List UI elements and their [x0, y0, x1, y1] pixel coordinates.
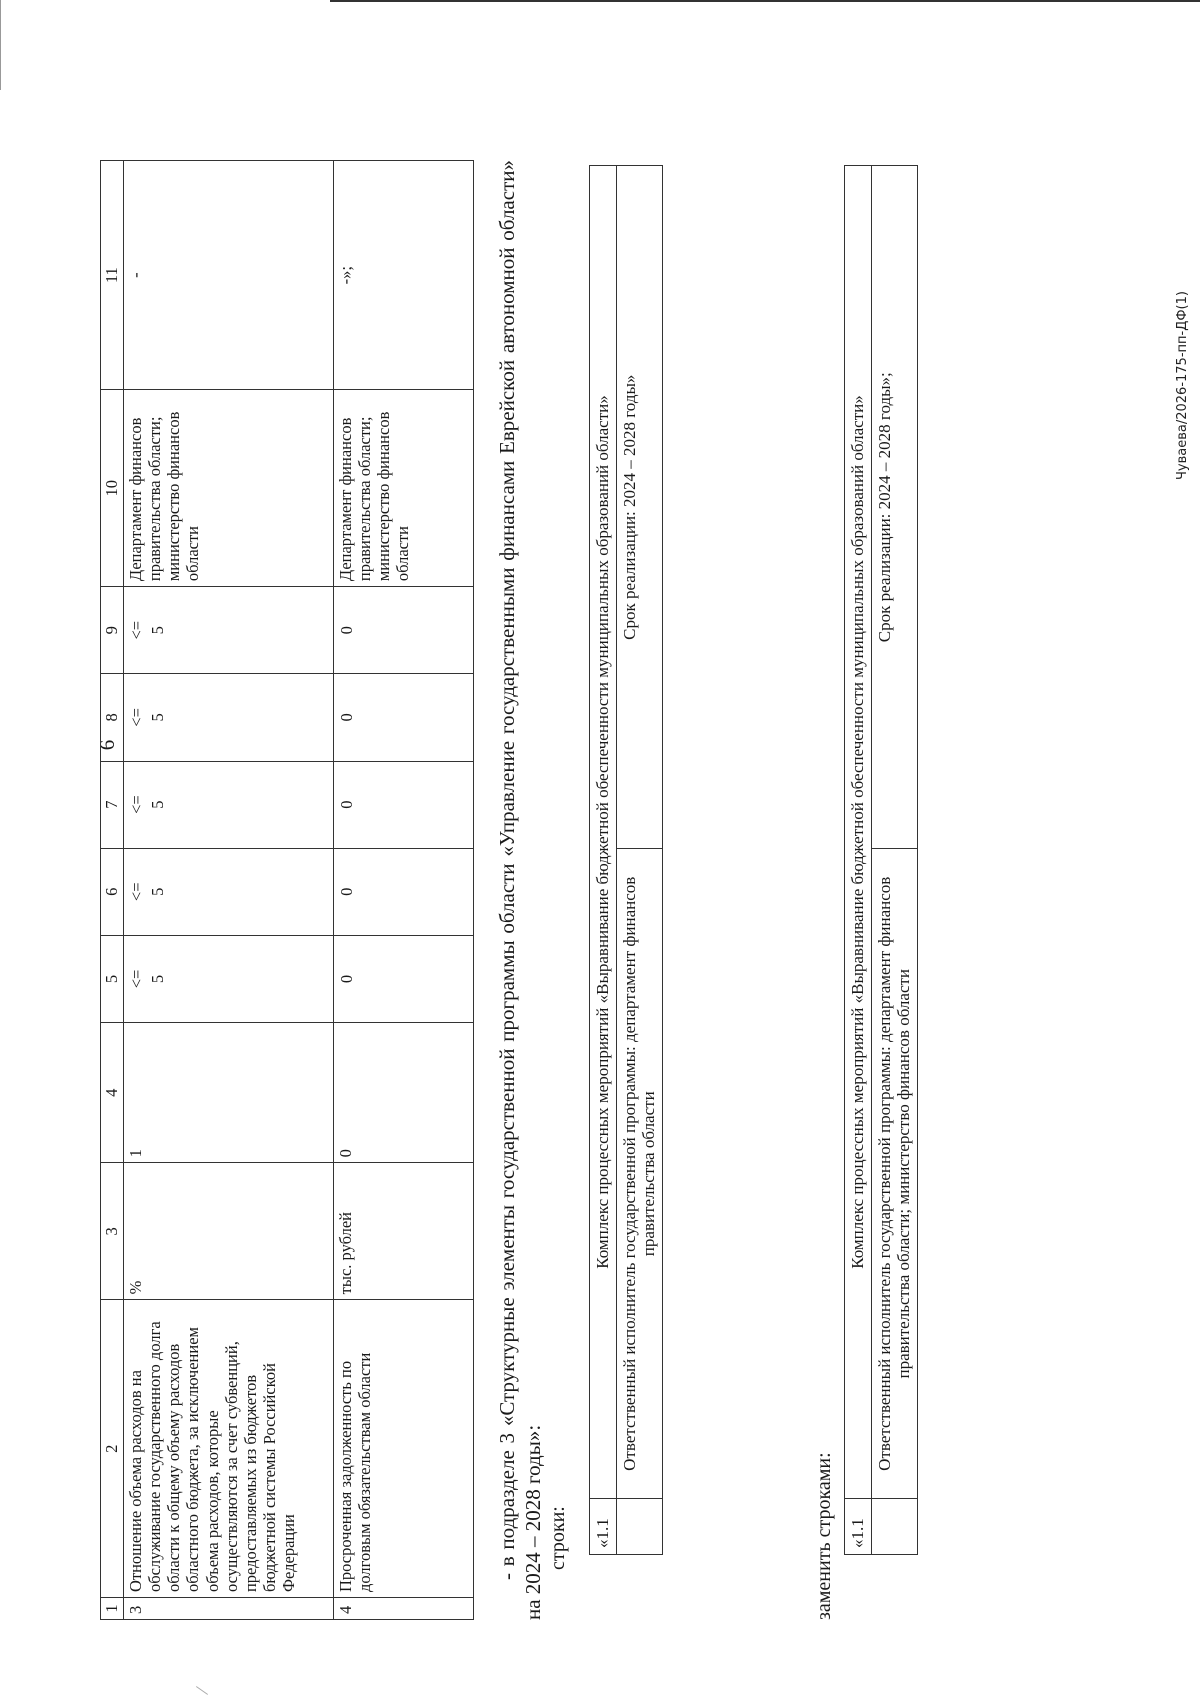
item-number: «1.1 — [590, 1499, 617, 1555]
term-cell: Срок реализации: 2024 – 2028 годы» — [616, 166, 662, 849]
year-value: <= 5 — [124, 674, 334, 761]
table-row — [616, 166, 662, 1555]
indicators-table — [100, 160, 474, 1620]
indicator-unit: % — [124, 1163, 334, 1300]
year-value: 0 — [334, 848, 474, 935]
new-structure-table — [844, 165, 918, 1555]
year-value: <= 5 — [124, 935, 334, 1022]
year-value: <= 5 — [124, 587, 334, 674]
executor-cell: Ответственный исполнитель государственной программы: департамент финансов правительства области — [616, 849, 662, 1499]
indicator-name: Просроченная задолженность по долговым обязательствам области — [334, 1300, 474, 1598]
header-cell: 11 — [101, 161, 124, 390]
item-number: «1.1 — [845, 1499, 872, 1555]
document-reference: Чуваева/2026-175-пп-ДФ(1) — [1175, 291, 1190, 480]
replace-label: заменить строками: — [813, 1452, 835, 1620]
scan-edge-line — [330, 0, 1200, 2]
base-value: 1 — [124, 1023, 334, 1163]
header-cell: 1 — [101, 1598, 124, 1620]
header-cell: 8 — [101, 674, 124, 761]
header-cell: 9 — [101, 587, 124, 674]
year-value: 0 — [334, 761, 474, 848]
header-cell: 3 — [101, 1163, 124, 1300]
scan-margin-line — [0, 0, 1, 90]
strings-label: строки: — [547, 1506, 570, 1570]
year-value: <= 5 — [124, 848, 334, 935]
header-cell: 4 — [101, 1023, 124, 1163]
year-value: 0 — [334, 674, 474, 761]
page-number: 6 — [95, 739, 119, 751]
header-cell: 10 — [101, 390, 124, 587]
note-cell: -»; — [334, 161, 474, 390]
indicator-unit: тыс. рублей — [334, 1163, 474, 1300]
document-page — [90, 60, 1190, 1620]
table-row — [845, 166, 872, 1555]
term-cell: Срок реализации: 2024 – 2028 годы»; — [871, 166, 917, 849]
scan-mark — [196, 1686, 208, 1695]
base-value: 0 — [334, 1023, 474, 1163]
executor-cell: Ответственный исполнитель государственной программы: департамент финансов правительства области; министерство финансов области — [871, 849, 917, 1499]
year-value: 0 — [334, 935, 474, 1022]
responsible-body: Департамент финансов правительства области; министерство финансов области — [124, 390, 334, 587]
table-row — [124, 161, 334, 1620]
note-cell: - — [124, 161, 334, 390]
indicator-name: Отношение объема расходов на обслуживание государственного долга области к общему объему расходов областного бюджета, за исключением объема расходов, которые осуществляются за счет субвенций, предоставляемых из бюджетов бюджетной системы Российской Федерации — [124, 1300, 334, 1598]
table-header-row — [101, 161, 124, 1620]
header-cell: 5 — [101, 935, 124, 1022]
table-row — [871, 166, 917, 1555]
row-number: 4 — [334, 1598, 474, 1620]
row-number: 3 — [124, 1598, 334, 1620]
responsible-body: Департамент финансов правительства области; министерство финансов области — [334, 390, 474, 587]
header-cell: 2 — [101, 1300, 124, 1598]
amendment-paragraph — [495, 160, 571, 1620]
year-value: <= 5 — [124, 761, 334, 848]
old-structure-table — [589, 165, 663, 1555]
table-row — [334, 161, 474, 1620]
complex-title: Комплекс процессных мероприятий «Выравнивание бюджетной обеспеченности муниципальных образований области» — [590, 166, 617, 1499]
amendment-text: - в подразделе 3 «Структурные элементы государственной программы области «Управление государственными финансами Еврейской автономной области» на 2024 – 2028 годы»: — [495, 160, 545, 1620]
header-cell: 6 — [101, 848, 124, 935]
year-value: 0 — [334, 587, 474, 674]
header-cell: 7 — [101, 761, 124, 848]
table-row — [590, 166, 617, 1555]
complex-title: Комплекс процессных мероприятий «Выравнивание бюджетной обеспеченности муниципальных образований области» — [845, 166, 872, 1499]
